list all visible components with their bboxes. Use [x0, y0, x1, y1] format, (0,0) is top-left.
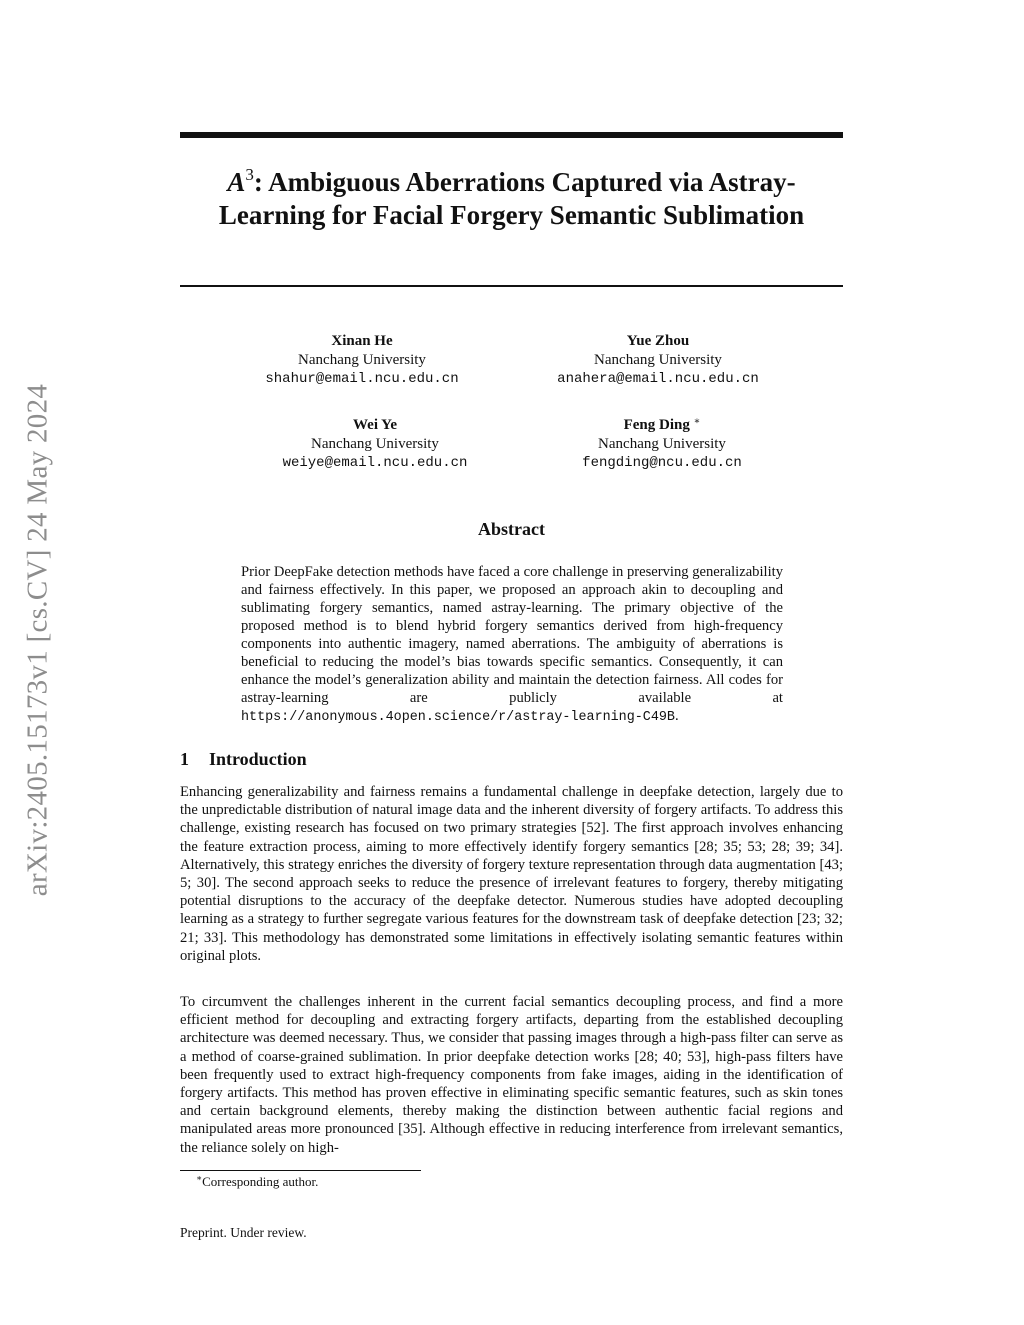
title-symbol: A: [227, 167, 246, 197]
paper-title: [180, 166, 843, 232]
preprint-notice: Preprint. Under review.: [180, 1225, 307, 1240]
author-name: Yue Zhou: [626, 333, 690, 349]
section-heading: [180, 749, 307, 770]
author-name: Feng Ding ∗: [623, 416, 701, 433]
arxiv-side-stamp: arXiv:2405.15173v1 [cs.CV] 24 May 2024: [21, 383, 54, 897]
title-top-rule: [180, 132, 843, 138]
author-affiliation: Nanchang University: [598, 436, 726, 452]
author-email[interactable]: weiye@email.ncu.edu.cn: [282, 455, 468, 471]
author-affiliation: Nanchang University: [311, 436, 439, 452]
author-email[interactable]: fengding@ncu.edu.cn: [582, 455, 742, 471]
author-email[interactable]: shahur@email.ncu.edu.cn: [265, 371, 459, 387]
abstract-body: [241, 563, 783, 727]
author-name: Xinan He: [331, 333, 393, 349]
title-superscript: 3: [245, 165, 254, 184]
section-number: 1: [180, 749, 189, 769]
author-affiliation: Nanchang University: [594, 352, 722, 368]
author-name: Wei Ye: [352, 417, 398, 433]
author-block: [508, 332, 808, 389]
author-block: [225, 416, 525, 473]
author-block: [212, 332, 512, 389]
abstract-heading: Abstract: [478, 519, 545, 539]
author-email[interactable]: anahera@email.ncu.edu.cn: [557, 371, 759, 387]
author-affiliation: Nanchang University: [298, 352, 426, 368]
intro-paragraph-1: Enhancing generalizability and fairness remains a fundamental challenge in deepfake detection, largely due to the unpredictable distribution of natural image data and the inherent diversity of forgery artifacts. To address this challenge, existing research has focused on two primary strategies [52]. The first approach involves enhancing the feature extraction process, aiming to more effectively identify forgery semantics [28; 35; 53; 28; 39; 34]. Alternatively, this strategy enriches the diversity of forgery texture representation through data augmentation [43; 5; 30]. The second approach seeks to reduce the presence of irrelevant features to forgery, thereby mitigating potential disruptions to the accuracy of the deepfake detector. Numerous studies have adopted decoupling learning as a strategy to further segregate various features for the downstream task of deepfake detection [23; 32; 21; 33]. This methodology has demonstrated some limitations in effectively isolating semantic features within original plots.: [180, 784, 843, 964]
author-block: [512, 416, 812, 473]
footnote: [196, 1174, 318, 1190]
title-bottom-rule: [180, 285, 843, 287]
code-link[interactable]: https://anonymous.4open.science/r/astray-learning-C49B: [241, 710, 675, 725]
title-text: : Ambiguous Aberrations Captured via Astray-Learning for Facial Forgery Semantic Sublimation: [218, 167, 805, 230]
section-title: Introduction: [209, 749, 307, 769]
footnote-rule: [180, 1170, 421, 1171]
corresponding-mark: ∗: [693, 416, 701, 427]
footnote-text: Corresponding author.: [202, 1174, 319, 1189]
footnote-mark: ∗: [196, 1173, 203, 1183]
intro-paragraph-2: To circumvent the challenges inherent in the current facial semantics decoupling process, and find a more efficient method for decoupling and extracting forgery artifacts, departing from the established decoupling architecture was deemed necessary. Thus, we consider that passing images through a high-pass filter can serve as a method of coarse-grained sublimation. In prior deepfake detection works [28; 40; 53], high-pass filters have been frequently used to extract high-frequency components from fake images, aiding in the identification of forgery artifacts. This method has proven effective in eliminating specific semantic features, such as skin tones and certain background elements, thereby making the distinction between authentic facial regions and manipulated areas more pronounced [35]. Although effective in reducing interference from irrelevant semantics, the reliance solely on high-: [180, 994, 843, 1156]
abstract-text: Prior DeepFake detection methods have faced a core challenge in preserving generalizability and fairness effectively. In this paper, we proposed an approach akin to decoupling and sublimating forgery semantics, named astray-learning. The primary objective of the proposed method is to blend hybrid forgery semantics derived from high-frequency components into authentic imagery, named aberrations. The ambiguity of aberrations is beneficial to reducing the model’s bias towards specific semantics. Consequently, it can enhance the model’s generalization ability and maintain the detection fairness. All codes for astray-learning are publicly available at: [241, 564, 783, 706]
abstract-end: .: [674, 708, 679, 724]
